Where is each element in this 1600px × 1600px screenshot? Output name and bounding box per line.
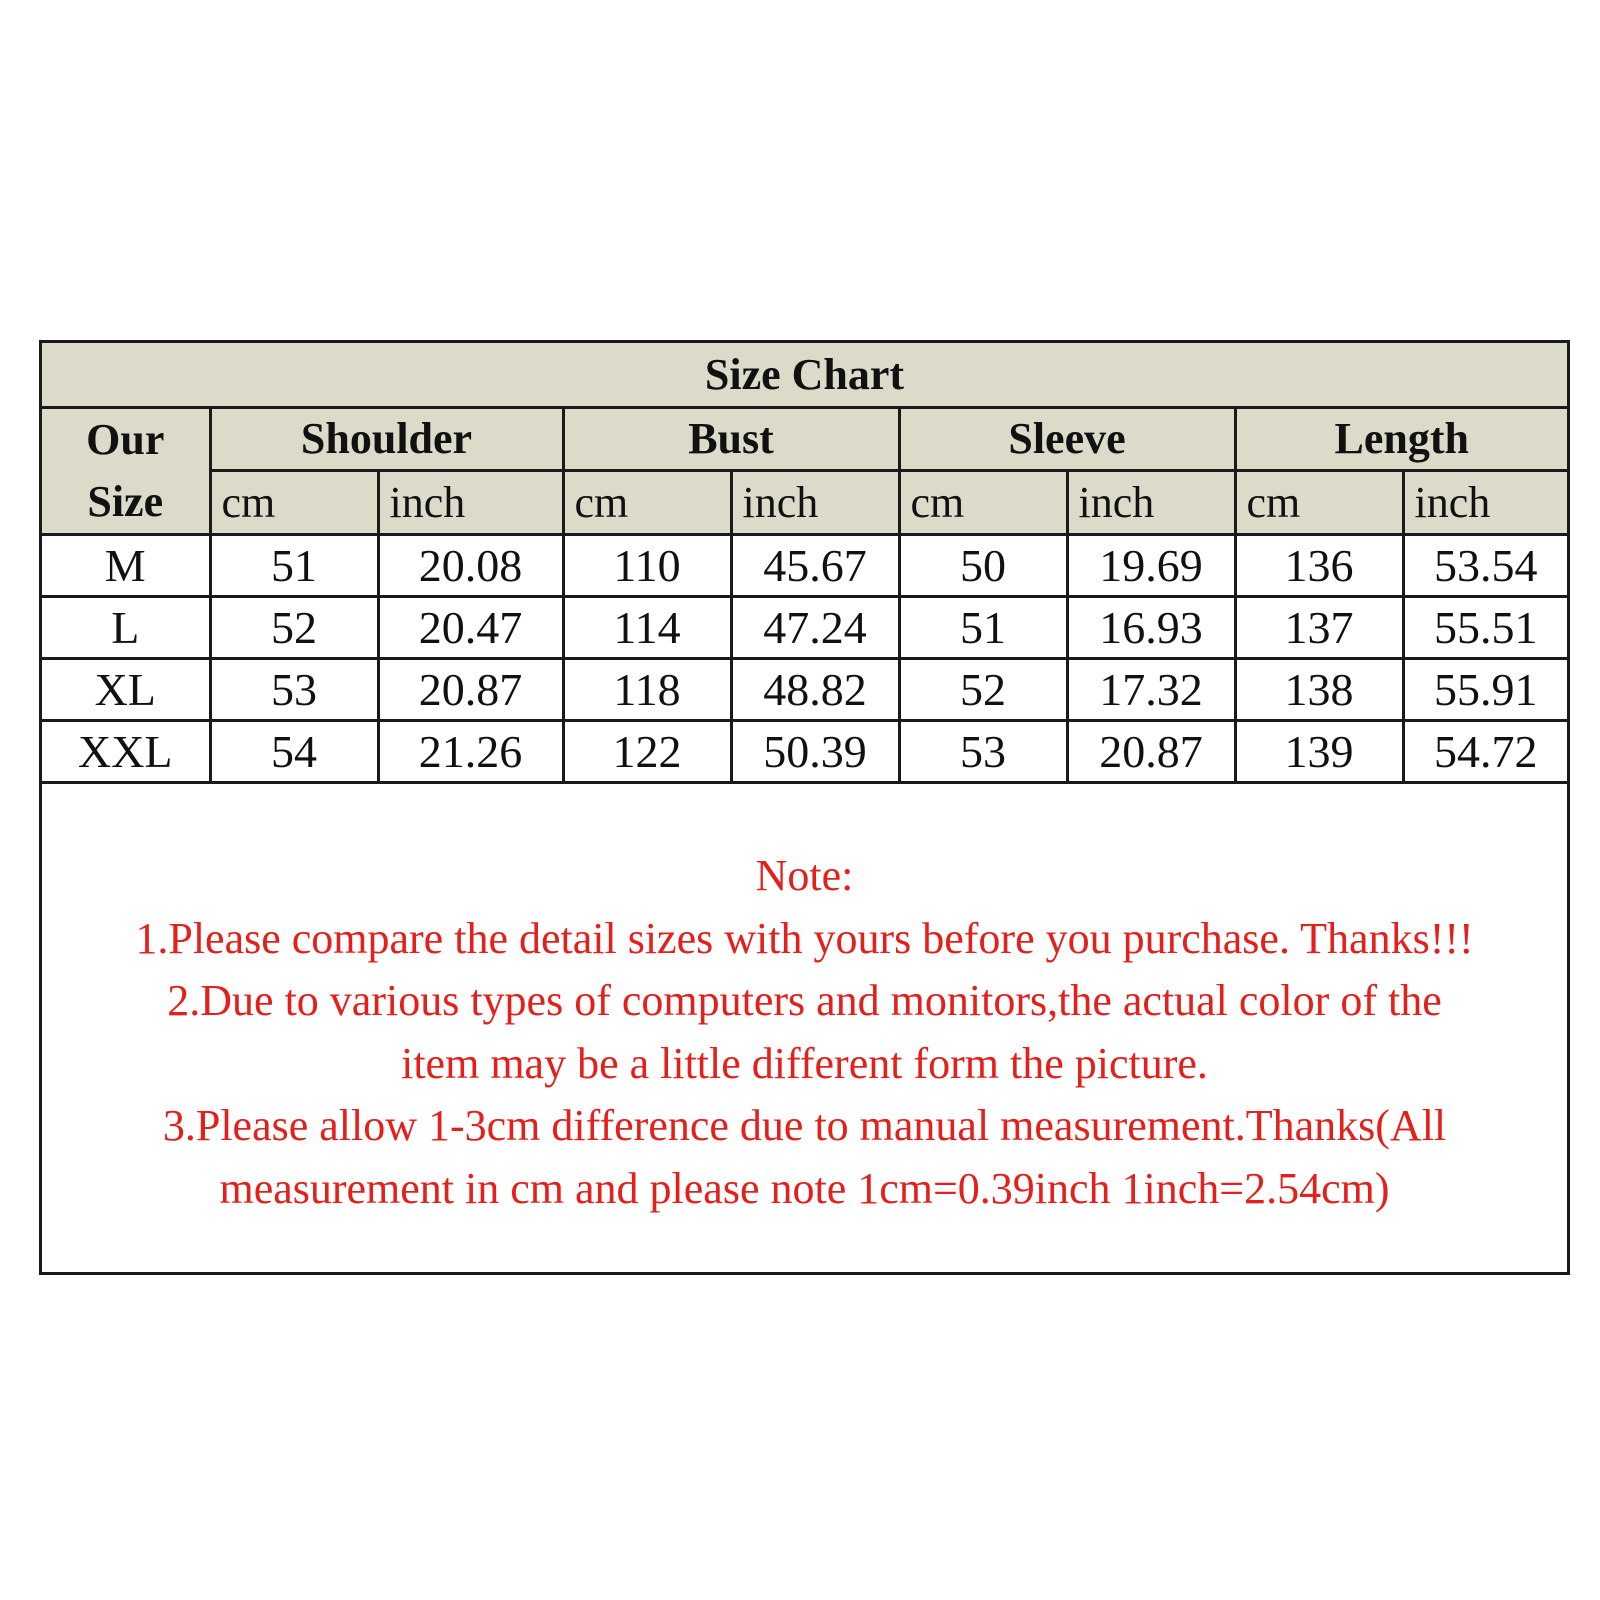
table-row: [42, 534, 1567, 596]
table-cell: 53.54: [1403, 534, 1567, 596]
table-cell: 20.87: [1067, 720, 1235, 782]
table-cell: 51: [210, 534, 378, 596]
size-label: M: [42, 534, 210, 596]
table-cell: 45.67: [731, 534, 899, 596]
chart-title: Size Chart: [42, 343, 1567, 407]
table-cell: 139: [1235, 720, 1403, 782]
table-cell: 110: [563, 534, 731, 596]
table-cell: 20.87: [378, 658, 563, 720]
table-cell: 55.51: [1403, 596, 1567, 658]
table-cell: 19.69: [1067, 534, 1235, 596]
table-cell: 55.91: [1403, 658, 1567, 720]
notes-section: [42, 845, 1567, 1220]
table-cell: 52: [210, 596, 378, 658]
table-cell: 20.47: [378, 596, 563, 658]
table-row: [42, 596, 1567, 658]
size-label: XL: [42, 658, 210, 720]
table-cell: 137: [1235, 596, 1403, 658]
table-cell: 52: [899, 658, 1067, 720]
table-row: [42, 720, 1567, 782]
bust-header: Bust: [563, 407, 899, 471]
note-heading: Note:: [755, 851, 854, 900]
table-row: [42, 658, 1567, 720]
size-chart-table: [42, 343, 1567, 784]
table-cell: 16.93: [1067, 596, 1235, 658]
table-cell: 48.82: [731, 658, 899, 720]
unit-header: inch: [378, 471, 563, 535]
table-cell: 20.08: [378, 534, 563, 596]
table-cell: 51: [899, 596, 1067, 658]
table-cell: 54: [210, 720, 378, 782]
our-size-header: [42, 407, 210, 534]
table-cell: 17.32: [1067, 658, 1235, 720]
table-cell: 53: [210, 658, 378, 720]
note-line: 1.Please compare the detail sizes with yours before you purchase. Thanks!!!: [135, 913, 1474, 963]
our-size-line2: Size: [87, 476, 164, 526]
table-cell: 54.72: [1403, 720, 1567, 782]
table-cell: 47.24: [731, 596, 899, 658]
size-chart-sheet: [39, 340, 1570, 1275]
shoulder-header: Shoulder: [210, 407, 563, 471]
table-cell: 122: [563, 720, 731, 782]
unit-header: inch: [1067, 471, 1235, 535]
length-header: Length: [1235, 407, 1567, 471]
table-cell: 114: [563, 596, 731, 658]
table-cell: 136: [1235, 534, 1403, 596]
table-cell: 53: [899, 720, 1067, 782]
note-line: 2.Due to various types of computers and monitors,the actual color of the: [167, 976, 1442, 1025]
table-cell: 21.26: [378, 720, 563, 782]
unit-header: inch: [731, 471, 899, 535]
unit-header: cm: [1235, 471, 1403, 535]
unit-header: inch: [1403, 471, 1567, 535]
our-size-line1: Our: [86, 414, 165, 464]
table-cell: 138: [1235, 658, 1403, 720]
note-line: measurement in cm and please note 1cm=0.39inch 1inch=2.54cm): [219, 1163, 1390, 1213]
table-cell: 50: [899, 534, 1067, 596]
note-line: 3.Please allow 1-3cm difference due to manual measurement.Thanks(All: [162, 1101, 1447, 1150]
table-cell: 118: [563, 658, 731, 720]
unit-header: cm: [899, 471, 1067, 535]
size-label: XXL: [42, 720, 210, 782]
unit-header: cm: [210, 471, 378, 535]
unit-header: cm: [563, 471, 731, 535]
size-label: L: [42, 596, 210, 658]
table-cell: 50.39: [731, 720, 899, 782]
note-line: item may be a little different form the picture.: [401, 1038, 1208, 1088]
sleeve-header: Sleeve: [899, 407, 1235, 471]
